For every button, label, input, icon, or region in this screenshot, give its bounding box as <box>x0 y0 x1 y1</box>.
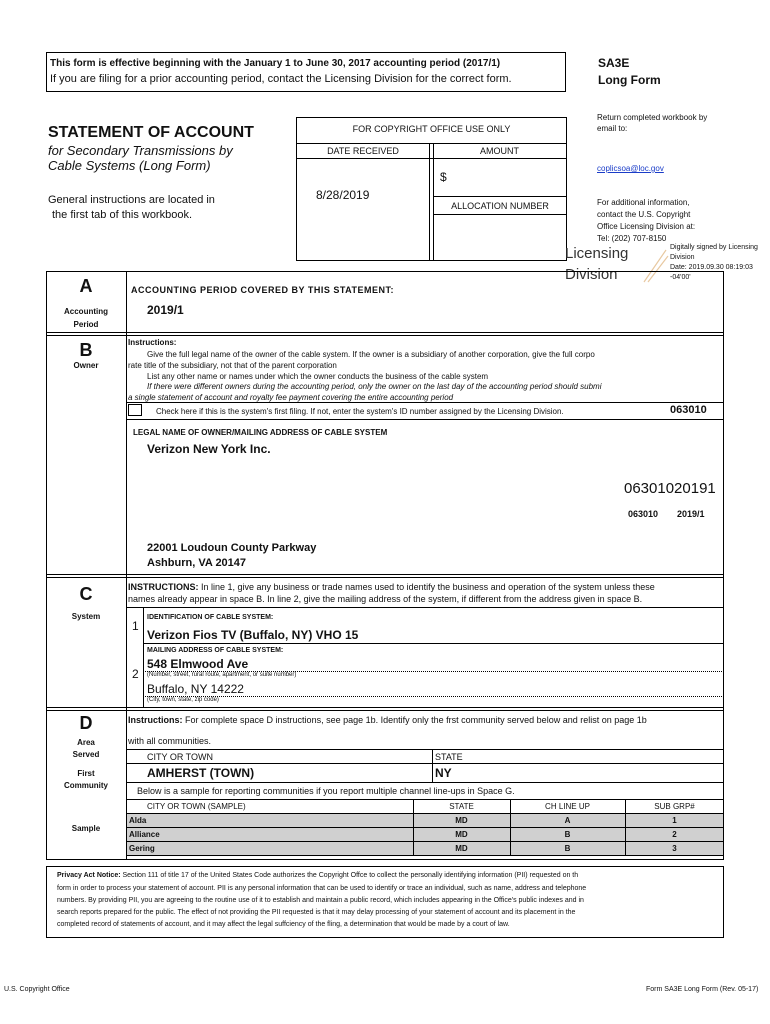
first-filing-text: Check here if this is the system's first filing. If not, enter the system's ID number assigned by the Licensing Division. <box>156 407 564 416</box>
period-small: 2019/1 <box>677 509 705 519</box>
section-divider <box>46 335 724 336</box>
signed-line-4: -04'00' <box>670 274 691 281</box>
section-divider <box>46 332 724 333</box>
table-line <box>126 841 724 842</box>
legal-name-label: LEGAL NAME OF OWNER/MAILING ADDRESS OF CABLE SYSTEM <box>133 428 388 437</box>
office-line <box>433 196 567 197</box>
owner-address-2: Ashburn, VA 20147 <box>147 557 247 569</box>
signature-name-2: Division <box>565 266 618 283</box>
page-title: STATEMENT OF ACCOUNT <box>48 124 254 141</box>
space-d-label-community: Community <box>64 781 108 790</box>
space-a-letter: A <box>79 276 93 296</box>
sample-row-1-city: Alda <box>129 816 147 825</box>
cable-system-name: Verizon Fios TV (Buffalo, NY) VHO 15 <box>147 628 359 642</box>
privacy-bold: Privacy Act Notice: <box>57 872 121 879</box>
space-b-letter: B <box>79 340 93 360</box>
amount-symbol: $ <box>440 170 447 184</box>
owner-name: Verizon New York Inc. <box>147 442 271 456</box>
row-line <box>126 749 724 750</box>
system-city: Buffalo, NY 14222 <box>147 682 244 696</box>
privacy-text-1: Section 111 of title 17 of the United States Code authorizes the Copyright Offce to collect the personally identifying information (PII) requested on th <box>120 872 579 879</box>
row-line <box>126 782 724 783</box>
office-divider <box>429 143 430 261</box>
space-a-label-2: Period <box>73 320 99 329</box>
cable-system-id-label: IDENTIFICATION OF CABLE SYSTEM: <box>147 614 274 621</box>
sample-row-3-chlineup: B <box>564 844 571 853</box>
id-small: 063010 <box>628 509 659 519</box>
title-sub-1: for Secondary Transmissions by <box>48 143 233 158</box>
signed-line-1: Digitally signed by Licensing <box>670 244 758 251</box>
row-line <box>126 419 724 420</box>
space-d-label-served: Served <box>72 750 100 759</box>
sample-row-2-chlineup: B <box>564 830 571 839</box>
sample-header-city: CITY OR TOWN (SAMPLE) <box>147 802 246 811</box>
sample-row-3-subgrp: 3 <box>672 844 677 853</box>
footer-right: Form SA3E Long Form (Rev. 05-17) <box>646 986 759 993</box>
sample-header-chlineup: CH LINE UP <box>545 802 590 811</box>
city-column-label: CITY OR TOWN <box>147 752 214 762</box>
space-d-letter: D <box>79 713 93 733</box>
system-id: 063010 <box>670 404 707 416</box>
sample-row-3-city: Gering <box>129 844 155 853</box>
info-line-3: Office Licensing Division at: <box>597 222 696 231</box>
first-community-city: AMHERST (TOWN) <box>147 766 255 780</box>
space-d-label-sample: Sample <box>71 824 101 833</box>
space-b-instr-2: rate title of the subsidiary, not that of the parent corporation <box>128 361 337 370</box>
space-c-instr-2: names already appear in space B. In line 2, give the mailing address of the system, if different from the address given in space B. <box>128 594 643 604</box>
sample-row-1-state: MD <box>455 816 468 825</box>
city-hint: (City, town, state, zip code) <box>147 697 219 703</box>
signed-line-3: Date: 2019.09.30 08:19:03 <box>670 264 753 271</box>
space-d-instructions <box>128 715 647 725</box>
space-d-instr-1: For complete space D instructions, see page 1b. Identify only the frst community served below and relist on page 1b <box>182 715 647 725</box>
sample-header-state: STATE <box>449 802 474 811</box>
sample-row-1-chlineup: A <box>564 816 571 825</box>
table-line <box>126 813 724 814</box>
space-c-instructions <box>128 582 655 592</box>
privacy-line-5: completed record of statements of account, and it may affect the legal suffciency of the fling, a determination that would be made by a court of law. <box>57 921 510 928</box>
title-sub-2: Cable Systems (Long Form) <box>48 158 211 173</box>
row-line <box>143 643 724 644</box>
section-divider <box>46 574 724 575</box>
space-d-label-area: Area <box>77 738 95 747</box>
section-divider <box>46 710 724 711</box>
form-code: SA3E <box>598 56 630 70</box>
owner-address-1: 22001 Loudoun County Parkway <box>147 542 317 554</box>
space-a-label-1: Accounting <box>64 307 108 316</box>
return-line-2: email to: <box>597 124 628 133</box>
allocation-number-label: ALLOCATION NUMBER <box>451 201 549 211</box>
row-line <box>126 763 724 764</box>
space-d-label-first: First <box>77 769 95 778</box>
line-number-divider <box>143 607 144 643</box>
first-community-state: NY <box>435 766 452 780</box>
office-use-heading: FOR COPYRIGHT OFFICE USE ONLY <box>352 124 511 134</box>
notice-line-1: This form is effective beginning with the January 1 to June 30, 2017 accounting period (2017/1) <box>50 58 501 69</box>
privacy-line-3: numbers. By providing PII, you are agreeing to the routine use of it to establish and maintain a public record, which includes appearing in the Office's public indexes and in <box>57 897 584 904</box>
sample-row-2-state: MD <box>455 830 468 839</box>
form-type: Long Form <box>598 73 661 87</box>
info-line-4: Tel: (202) 707-8150 <box>597 234 667 243</box>
privacy-line-2: form in order to process your statement of account. PII is any personal information that can be used to identify or trace an individual, such as name, address and telephone <box>57 885 587 892</box>
space-d-instructions-bold: Instructions: <box>128 715 183 725</box>
amount-label: AMOUNT <box>480 146 519 156</box>
footer-left: U.S. Copyright Office <box>4 986 70 993</box>
info-line-2: contact the U.S. Copyright <box>597 210 691 219</box>
sample-row-1-subgrp: 1 <box>672 816 677 825</box>
row-line <box>126 402 724 403</box>
table-line <box>126 827 724 828</box>
signature-name-1: Licensing <box>565 245 629 262</box>
email-link[interactable]: coplicsoa@loc.gov <box>597 164 664 173</box>
state-column-label: STATE <box>435 752 463 762</box>
street-hint: (Number, street, rural route, apartment, or suite number) <box>147 672 297 678</box>
line-1-number: 1 <box>132 619 139 633</box>
space-a-heading: ACCOUNTING PERIOD COVERED BY THIS STATEMENT: <box>131 285 395 295</box>
first-filing-checkbox[interactable] <box>128 404 142 416</box>
big-system-id: 06301020191 <box>624 480 716 497</box>
state-divider <box>432 749 433 782</box>
space-b-instr-4: If there were different owners during the accounting period, only the owner on the last day of the accounting period should submi <box>147 382 602 391</box>
section-divider <box>46 577 724 578</box>
space-b-label: Owner <box>73 361 99 370</box>
space-b-instr-5: a single statement of account and royalty fee payment covering the entire accounting period <box>128 393 454 402</box>
general-instructions-2: the first tab of this workbook. <box>52 209 193 221</box>
privacy-line-1 <box>57 872 578 879</box>
sample-row-2-city: Alliance <box>129 830 160 839</box>
accounting-period-value: 2019/1 <box>147 303 184 317</box>
space-b-instructions-label: Instructions: <box>128 338 177 347</box>
date-received-value: 8/28/2019 <box>316 188 370 202</box>
return-line-1: Return completed workbook by <box>597 113 708 122</box>
space-c-instructions-bold: INSTRUCTIONS: <box>128 582 199 592</box>
section-divider <box>46 707 724 708</box>
mailing-address-label: MAILING ADDRESS OF CABLE SYSTEM: <box>147 647 284 654</box>
space-b-instr-3: List any other name or names under which the owner conducts the business of the cable system <box>147 372 489 381</box>
line-2-number: 2 <box>132 667 139 681</box>
sample-row-3-state: MD <box>455 844 468 853</box>
space-c-instr-1: In line 1, give any business or trade names used to identify the business and operation of the system unless these <box>198 582 655 592</box>
notice-line-2: If you are filing for a prior accounting period, contact the Licensing Division for the correct form. <box>50 73 512 85</box>
space-d-instr-2: with all communities. <box>128 736 212 746</box>
space-b-instr-1: Give the full legal name of the owner of the cable system. If the owner is a subsidiary of another corporation, give the full corpo <box>147 350 595 359</box>
sample-row-2-subgrp: 2 <box>672 830 677 839</box>
row-line <box>126 607 724 608</box>
dotted-line <box>143 696 724 697</box>
system-street: 548 Elmwood Ave <box>147 657 249 671</box>
general-instructions-1: General instructions are located in <box>48 194 215 206</box>
privacy-line-4: search reports prepared for the public. The effect of not providing the PII requested is that it may delay processing of your statement of account and its placement in the <box>57 909 576 916</box>
space-c-label: System <box>71 612 101 621</box>
info-line-1: For additional information, <box>597 198 690 207</box>
office-line <box>433 214 567 215</box>
office-line <box>296 143 567 144</box>
sample-note: Below is a sample for reporting communities if you report multiple channel line-ups in Space G. <box>137 786 515 796</box>
date-received-label: DATE RECEIVED <box>327 146 399 156</box>
office-line <box>296 158 567 159</box>
sample-header-subgrp: SUB GRP# <box>654 802 695 811</box>
signed-line-2: Division <box>670 254 695 261</box>
left-column-divider <box>126 271 127 860</box>
space-c-letter: C <box>79 584 93 604</box>
line-number-divider <box>143 643 144 707</box>
